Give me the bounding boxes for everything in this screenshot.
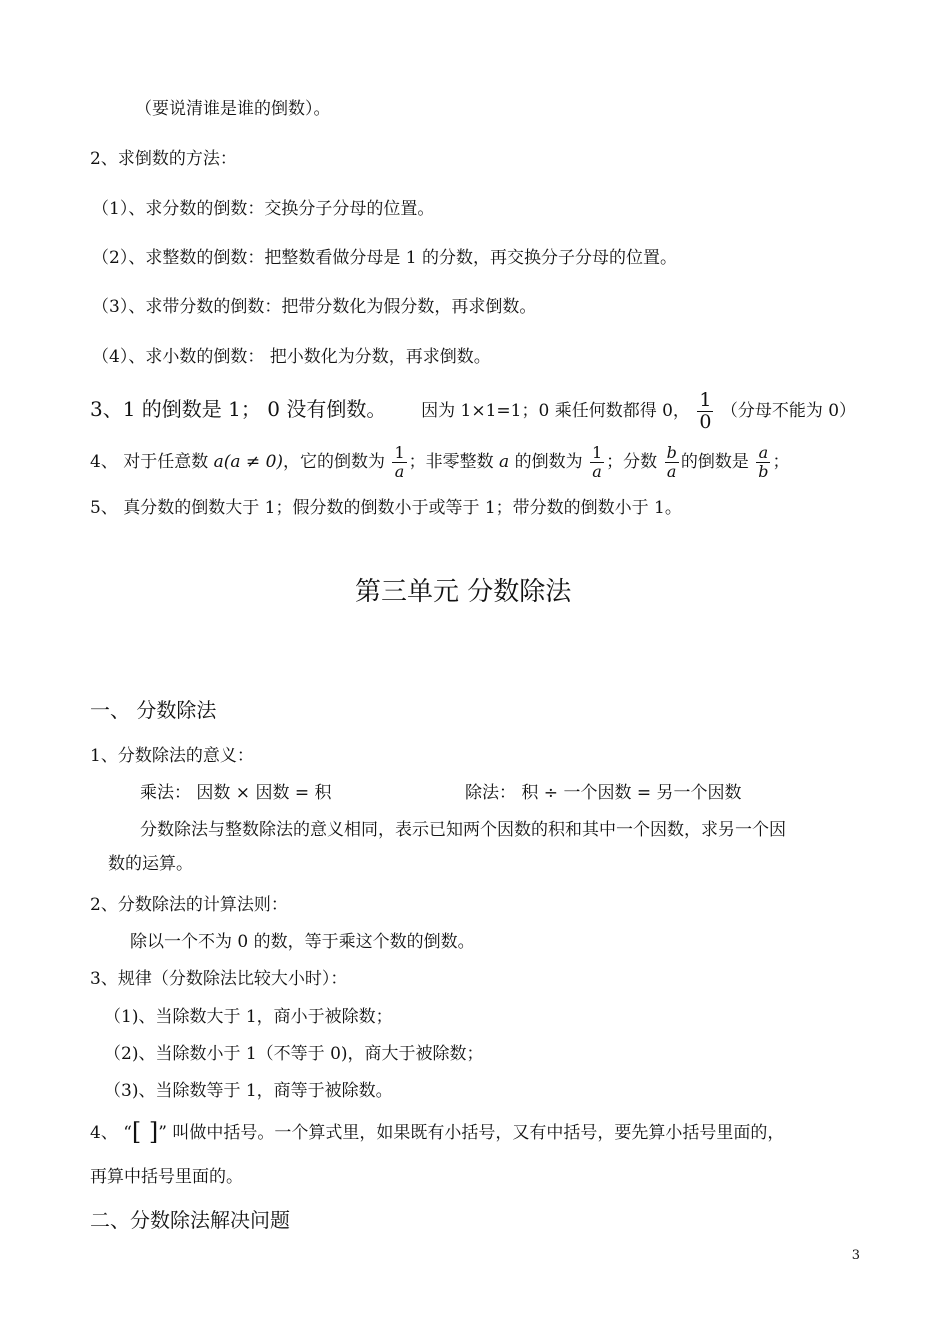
text-segment: 3、1 的倒数是 1； 0 没有倒数。 [90,397,387,421]
division-formula: 除法： 积 ÷ 一个因数 = 另一个因数 [465,783,742,803]
fraction-denominator: a [592,462,602,481]
text-line: 5、 真分数的倒数大于 1；假分数的倒数小于或等于 1；带分数的倒数小于 1。 [90,498,682,518]
text-line: 3、规律（分数除法比较大小时）： [90,969,348,989]
fraction-denominator: 0 [699,411,712,433]
multiplication-formula: 乘法： 因数 × 因数 = 积 [140,783,332,803]
fraction-a-over-b [756,444,770,481]
text-line: 1、分数除法的意义： [90,746,254,766]
text-segment: ；非零整数 [408,452,500,472]
text-segment: 的倒数为 [509,452,583,472]
text-segment: 因为 1×1=1；0 乘任何数都得 0， [421,401,690,421]
text-line: 2、分数除法的计算法则： [90,895,288,915]
fraction-numerator: 1 [699,389,712,411]
text-segment: （分母不能为 0） [720,401,857,421]
fraction-b-over-a [665,444,679,481]
text-line: 除以一个不为 0 的数，等于乘这个数的倒数。 [130,932,475,952]
text-line: 再算中括号里面的。 [90,1167,243,1187]
text-line: （2)、当除数小于 1（不等于 0)，商大于被除数； [104,1044,484,1064]
text-segment: ；分数 [606,452,658,472]
text-line: 数的运算。 [108,854,193,874]
text-line: （4）、求小数的倒数： 把小数化为分数，再求倒数。 [92,347,491,367]
text-line: （要说清谁是谁的倒数）。 [135,99,331,119]
fraction-denominator: a [666,462,677,481]
text-line: 2、求倒数的方法： [90,149,237,169]
text-line: （1)、当除数大于 1，商小于被除数； [104,1007,393,1027]
square-bracket-symbol: [ ] [131,1118,159,1146]
text-segment: ，它的倒数为 [283,452,386,472]
fraction-1-over-0 [697,390,713,433]
fraction-1-over-a [392,444,406,481]
fraction-denominator: a [394,462,405,481]
text-line-reciprocal-of-one [90,390,856,433]
math-variable: a [499,452,510,472]
page-number: 3 [851,1248,860,1263]
text-line-reciprocal-rules [90,444,789,481]
text-segment: ； [772,452,790,472]
text-line: （2）、求整数的倒数：把整数看做分母是 1 的分数，再交换分子分母的位置。 [92,248,677,268]
text-line: （3）、求带分数的倒数：把带分数化为假分数，再求倒数。 [92,297,537,317]
text-segment: 4、 “ [90,1123,132,1143]
fraction-denominator: b [758,462,769,481]
text-line-brackets [90,1118,785,1146]
text-line: （3)、当除数等于 1，商等于被除数。 [104,1081,393,1101]
fraction-numerator: a [756,444,770,463]
math-expression: a(a ≠ 0) [213,452,284,472]
fraction-numerator: 1 [591,443,603,462]
fraction-numerator: b [666,443,677,462]
text-segment: ” 叫做中括号。一个算式里，如果既有小括号，又有中括号，要先算小括号里面的， [158,1123,785,1143]
text-segment: 4、 对于任意数 [90,452,214,472]
fraction-1-over-a [590,444,604,481]
fraction-numerator: 1 [394,443,405,462]
text-segment: 的倒数是 [680,452,749,472]
page-title: 第三单元 分数除法 [355,577,572,607]
section-heading: 一、 分数除法 [90,698,217,722]
section-heading: 二、分数除法解决问题 [90,1208,290,1232]
text-line: 分数除法与整数除法的意义相同，表示已知两个因数的积和其中一个因数，求另一个因 [140,820,786,840]
text-line: （1）、求分数的倒数：交换分子分母的位置。 [92,199,435,219]
